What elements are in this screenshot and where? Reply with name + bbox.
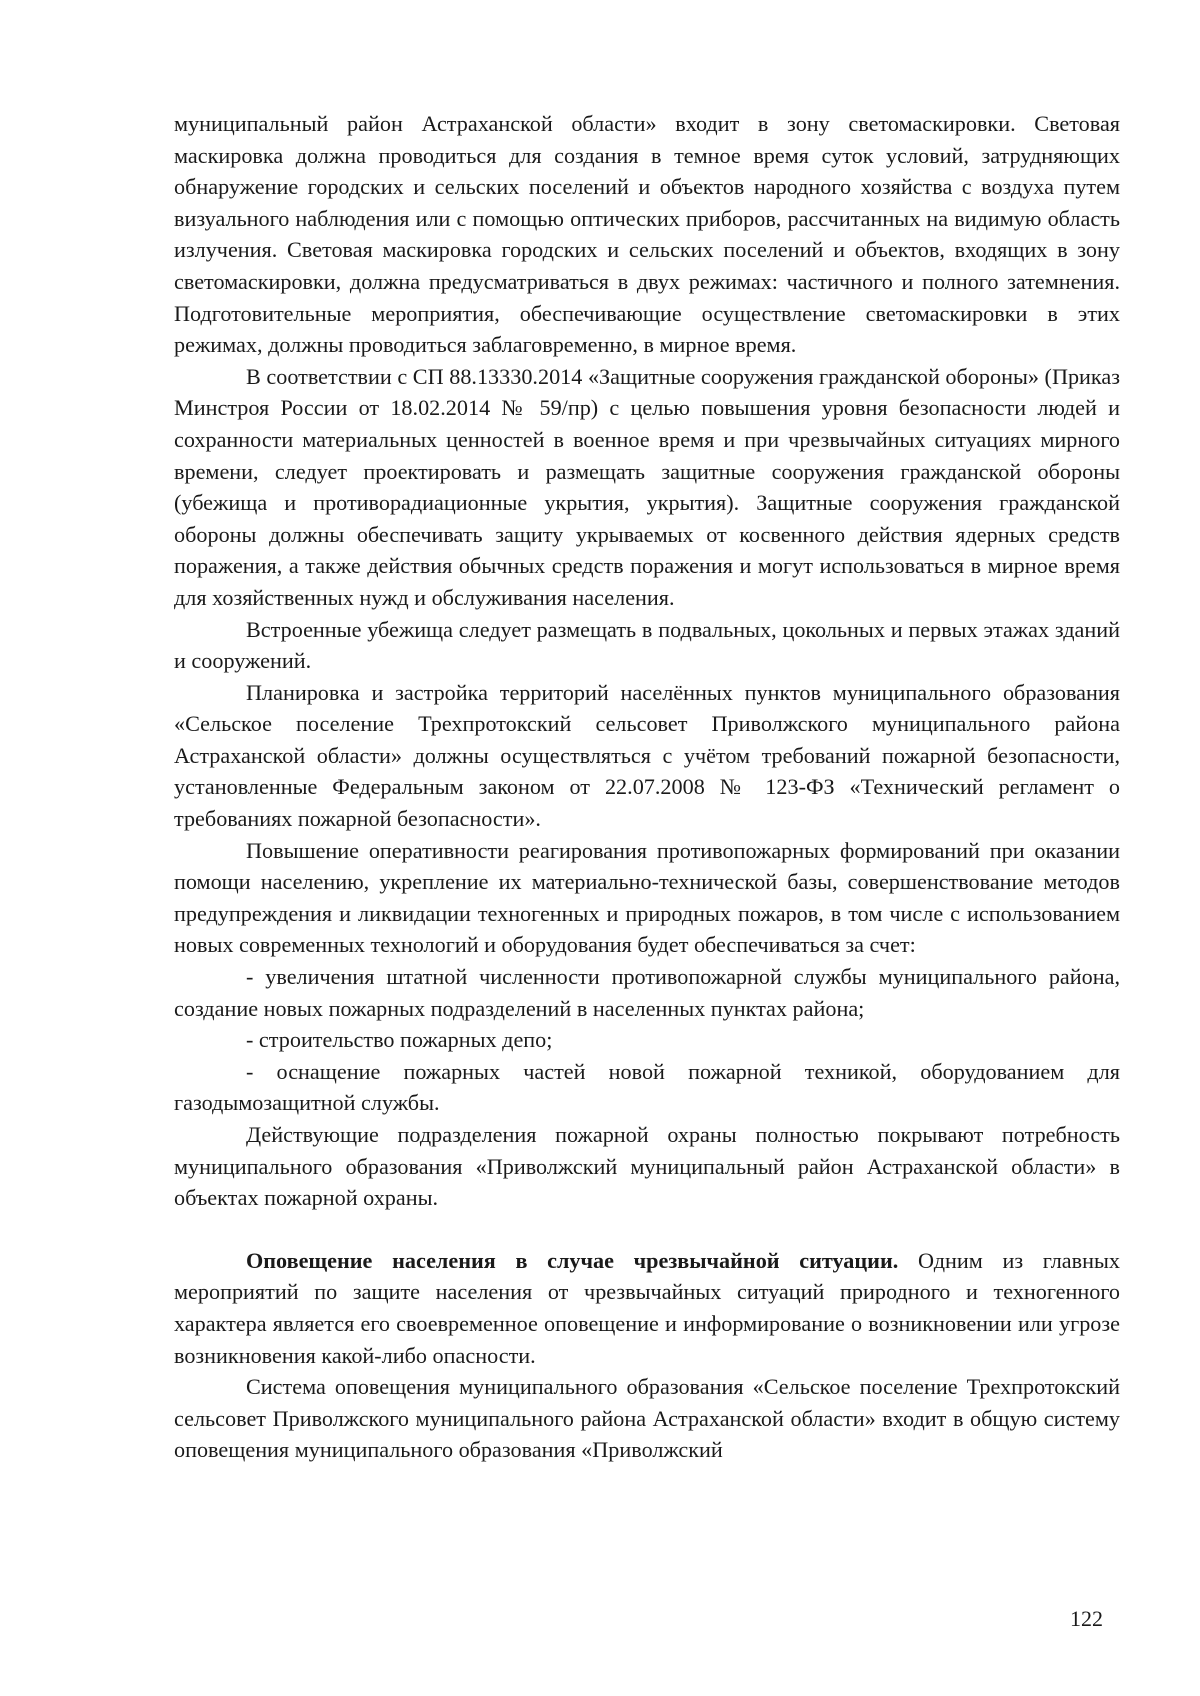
- list-item-staff-increase: - увеличения штатной численности противопожарной службы муниципального района, создание новых пожарных подразделений в населенных пунктах района;: [174, 964, 1120, 1021]
- paragraph-built-in-shelters: Встроенные убежища следует размещать в подвальных, цокольных и первых этажах зданий и сооружений.: [174, 616, 1120, 674]
- section-heading-notification: Оповещение населения в случае чрезвычайной ситуации.: [246, 1247, 899, 1273]
- paragraph-notification-system: Система оповещения муниципального образования «Сельское поселение Трехпротокский сельсовет Приволжского муниципального района Астраханской области» входит в общую систему оповещения муниципального образования «Приволжский: [174, 1374, 1120, 1463]
- section-spacer: [174, 1214, 1120, 1245]
- document-page: [174, 108, 1120, 1466]
- paragraph-fire-coverage: Действующие подразделения пожарной охраны полностью покрывают потребность муниципального образования «Приволжский муниципальный район Астраханской области» в объектах пожарной охраны.: [174, 1122, 1120, 1211]
- paragraph-notification-intro: [174, 1245, 1120, 1371]
- page-number: 122: [1070, 1606, 1103, 1631]
- paragraph-fire-response-improvement: Повышение оперативности реагирования противопожарных формирований при оказании помощи населению, укрепление их материально-технической базы, совершенствование методов предупреждения и ликвидации техногенных и природных пожаров, в том числе с использованием новых современных технологий и оборудования будет обеспечиваться за счет:: [174, 837, 1120, 958]
- list-item-equipment: - оснащение пожарных частей новой пожарной техникой, оборудованием для газодымозащитной службы.: [174, 1058, 1120, 1116]
- paragraph-civil-defense-structures: В соответствии с СП 88.13330.2014 «Защитные сооружения гражданской обороны» (Приказ Минстроя России от 18.02.2014 № 59/пр) с целью повышения уровня безопасности людей и сохранности материальных ценностей в военное время и при чрезвычайных ситуациях мирного времени, следует проектировать и размещать защитные сооружения гражданской обороны (убежища и противорадиационные укрытия, укрытия). Защитные сооружения гражданской обороны должны обеспечивать защиту укрываемых от косвенного действия ядерных средств поражения, а также действия обычных средств поражения и могут использоваться в мирное время для хозяйственных нужд и обслуживания населения.: [174, 363, 1120, 610]
- paragraph-fire-safety-planning: Планировка и застройка территорий населённых пунктов муниципального образования «Сельское поселение Трехпротокский сельсовет Приволжского муниципального района Астраханской области» должны осуществляться с учётом требований пожарной безопасности, установленные Федеральным законом от 22.07.2008 № 123-ФЗ «Технический регламент о требованиях пожарной безопасности».: [174, 679, 1120, 832]
- notification-lead-text: Одним из главных мероприятий по защите населения от чрезвычайных ситуаций природного и техногенного характера является его своевременное оповещение и информирование о возникновении или угрозе возникновения какой-либо опасности.: [174, 1247, 1120, 1368]
- list-item-fire-depot: - строительство пожарных депо;: [246, 1027, 553, 1053]
- paragraph-light-masking: муниципальный район Астраханской области» входит в зону светомаскировки. Световая маскировка должна проводиться для создания в темное время суток условий, затрудняющих обнаружение городских и сельских поселений и объектов народного хозяйства с воздуха путем визуального наблюдения или с помощью оптических приборов, рассчитанных на видимую область излучения. Световая маскировка городских и сельских поселений и объектов, входящих в зону светомаскировки, должна предусматриваться в двух режимах: частичного и полного затемнения. Подготовительные мероприятия, обеспечивающие осуществление светомаскировки в этих режимах, должны проводиться заблаговременно, в мирное время.: [174, 111, 1120, 358]
